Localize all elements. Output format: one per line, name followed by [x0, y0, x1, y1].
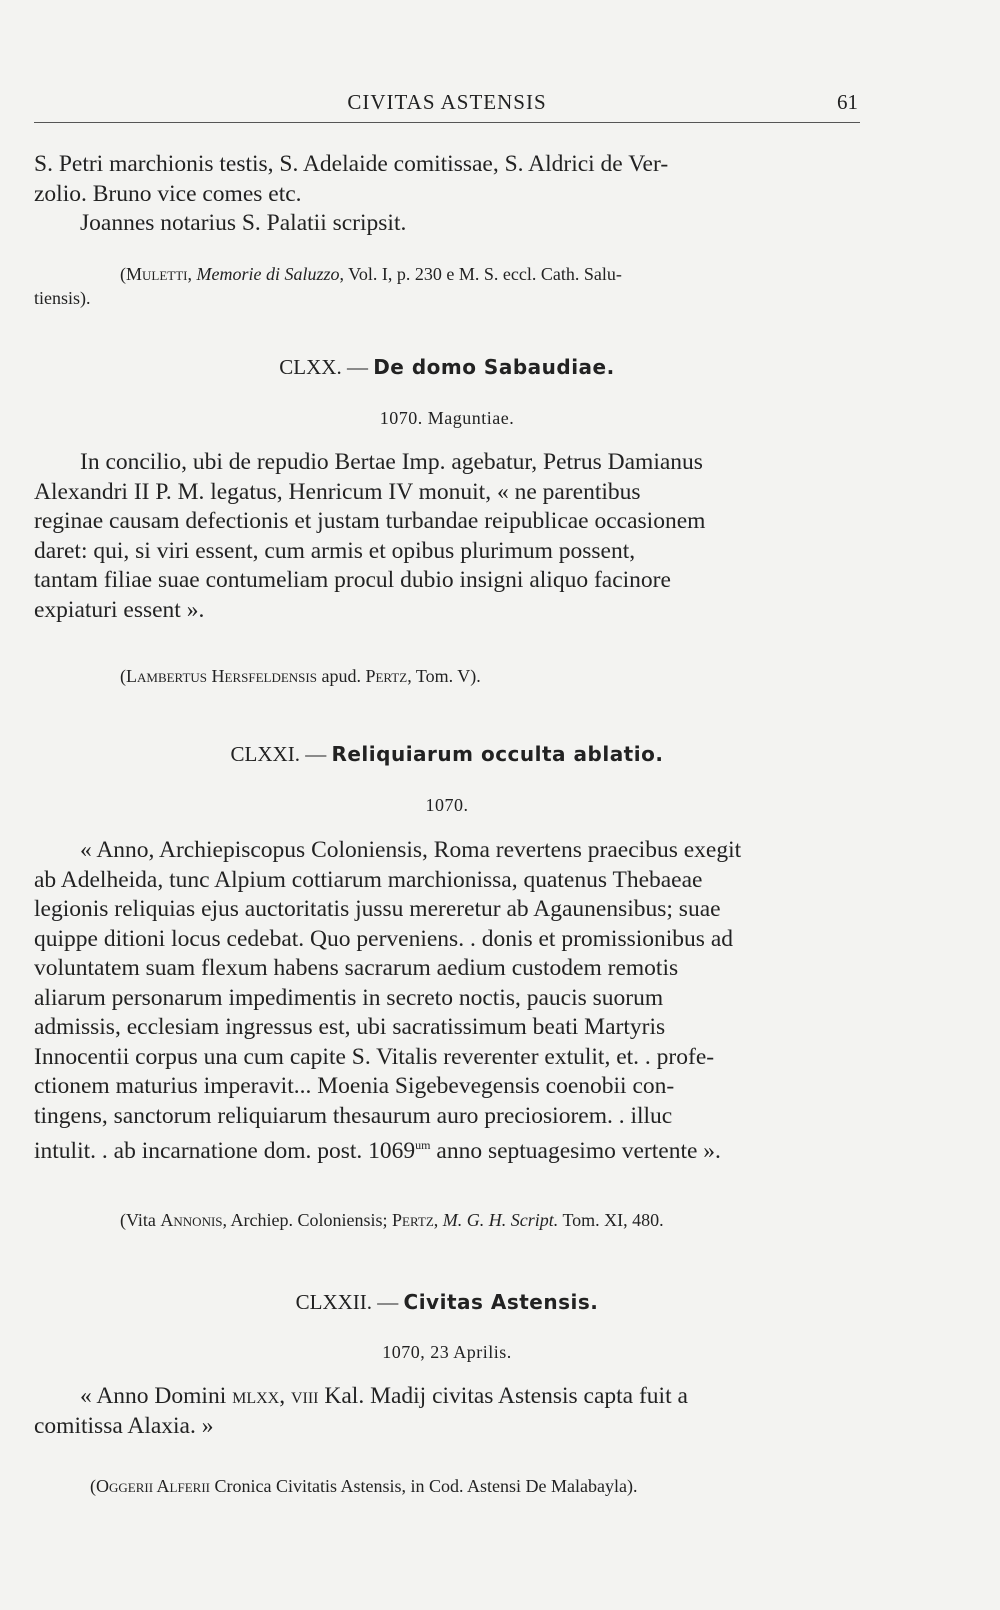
text-line: voluntatem suam flexum habens sacrarum aedium custodem remotis — [34, 955, 679, 981]
text-line: Joannes notarius S. Palatii scripsit. — [80, 210, 407, 236]
entry-title: De domo Sabaudiae. — [373, 355, 615, 379]
entry-date: 1070, 23 Aprilis. — [382, 1342, 512, 1362]
entry-heading: CLXXII. — Civitas Astensis. — [295, 1290, 599, 1314]
entry-number: CLXXII. — [295, 1290, 373, 1314]
text-line: aliarum personarum impedimentis in secreto noctis, paucis suorum — [34, 984, 664, 1011]
continuation-block — [34, 150, 860, 239]
text-line: Innocentii corpus una cum capite S. Vitalis reverenter extulit, et. . profe- — [34, 1043, 715, 1070]
entry-number: CLXX. — [279, 355, 342, 379]
citation: (Lambertus Hersfeldensis apud. Pertz, Tom. V). — [120, 666, 481, 686]
entry-date: 1070. — [425, 795, 469, 815]
citation: (Muletti, Memorie di Saluzzo, Vol. I, p. 230 e M. S. eccl. Cath. Salu- tiensis). — [34, 264, 622, 308]
citation: (Oggerii Alferii Cronica Civitatis Astensis, in Cod. Astensi De Malabayla). — [90, 1476, 638, 1496]
text-line: « Anno, Archiepiscopus Coloniensis, Roma revertens praecibus exegit — [80, 837, 742, 863]
text-line: tingens, sanctorum reliquiarum thesaurum auro preciosiorem. . illuc — [34, 1102, 673, 1129]
entry-date: 1070. Maguntiae. — [379, 408, 515, 428]
text-line: reginae causam defectionis et justam turbandae reipublicae occasionem — [34, 508, 706, 534]
citation: (Vita Annonis, Archiep. Coloniensis; Pertz, M. G. H. Script. Tom. XI, 480. — [120, 1210, 664, 1230]
text-line: Alexandri II P. M. legatus, Henricum IV monuit, « ne parentibus — [34, 478, 641, 505]
entry-title: Civitas Astensis. — [403, 1290, 599, 1314]
entry-body — [34, 1382, 860, 1441]
text-line: In concilio, ubi de repudio Bertae Imp. agebatur, Petrus Damianus — [80, 449, 703, 475]
text-line: expiaturi essent ». — [34, 596, 205, 623]
text-line: S. Petri marchionis testis, S. Adelaide comitissae, S. Aldrici de Ver- — [34, 151, 669, 177]
text-line: « Anno Domini mlxx, viii Kal. Madij civitas Astensis capta fuit a — [80, 1383, 688, 1409]
text-line: tantam filiae suae contumeliam procul dubio insigni aliquo facinore — [34, 567, 671, 593]
page-number: 61 — [837, 90, 858, 114]
entry-body — [34, 448, 860, 625]
entry-number: CLXXI. — [230, 742, 300, 766]
text-line: ab Adelheida, tunc Alpium cottiarum marchionissa, quatenus Thebaeae — [34, 866, 703, 893]
text-line: admissis, ecclesiam ingressus est, ubi sacratissimum beati Martyris — [34, 1014, 666, 1040]
text-line: legionis reliquias ejus auctoritatis jussu mereretur ab Agaunensibus; suae — [34, 896, 721, 922]
text-line: comitissa Alaxia. » — [34, 1412, 214, 1439]
text-line: zolio. Bruno vice comes etc. — [34, 180, 302, 207]
entry-title: Reliquiarum occulta ablatio. — [331, 742, 664, 766]
text-line: ctionem maturius imperavit... Moenia Sigebevegensis coenobii con- — [34, 1073, 675, 1099]
running-title: CIVITAS ASTENSIS — [347, 90, 547, 114]
entry-heading: CLXXI. — Reliquiarum occulta ablatio. — [230, 742, 664, 766]
entry-heading: CLXX. — De domo Sabaudiae. — [279, 355, 615, 379]
running-head — [34, 86, 860, 123]
entry-body — [34, 836, 860, 1166]
text-line: quippe ditioni locus cedebat. Quo perveniens. . donis et promissionibus ad — [34, 925, 734, 952]
text-line: daret: qui, si viri essent, cum armis et opibus plurimum possent, — [34, 537, 636, 564]
text-line: intulit. . ab incarnatione dom. post. $1069^{um}$ anno septuagesimo vertente ». — [34, 1137, 721, 1164]
